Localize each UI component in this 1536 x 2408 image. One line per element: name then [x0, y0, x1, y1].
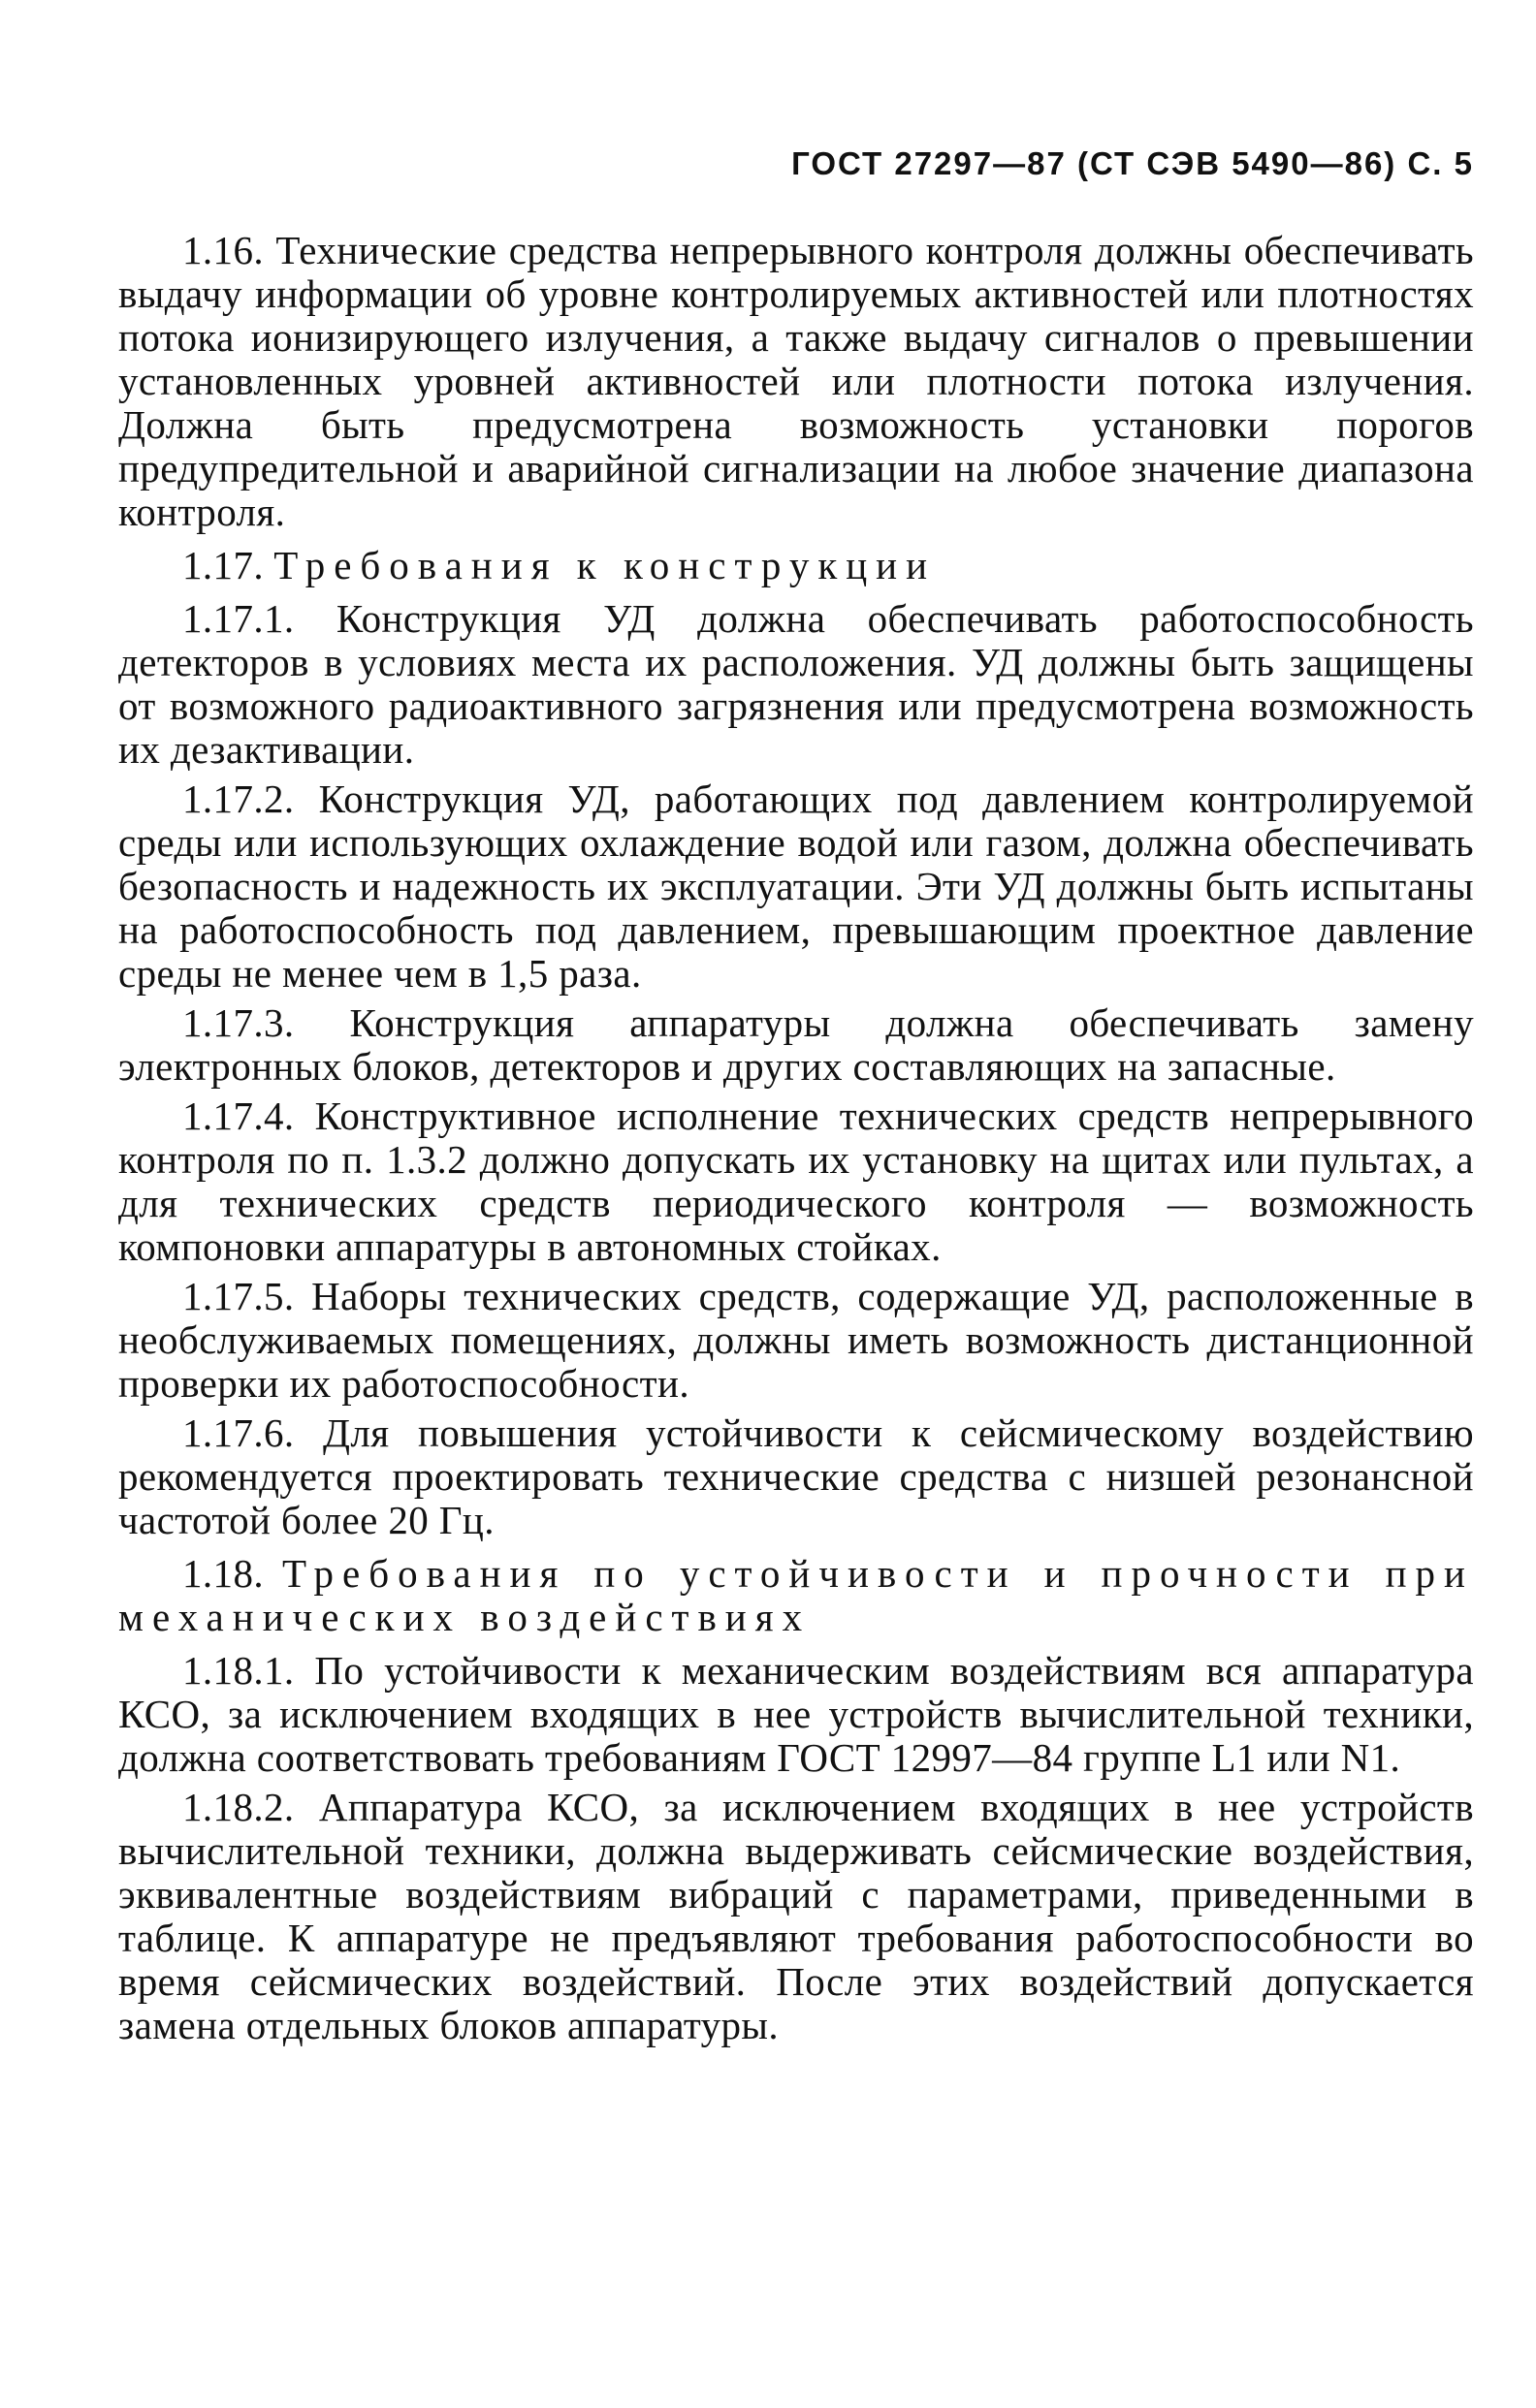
paragraph-1-17-2: 1.17.2. Конструкция УД, работающих под давлением контролируемой среды или использующих охлаждение водой или газом, должна обеспечивать безопасность и надежность их эксплуатации. Эти УД должны быть испытаны на работоспособность под давлением, превышающим проектное давление среды не менее чем в 1,5 раза.: [118, 776, 1474, 996]
paragraph-1-17-3: 1.17.3. Конструкция аппаратуры должна обеспечивать замену электронных блоков, детекторов и других составляющих на запасные.: [118, 1000, 1474, 1089]
paragraph-1-17-5: 1.17.5. Наборы технических средств, содержащие УД, расположенные в необслуживаемых помещениях, должны иметь возможность дистанционной проверки их работоспособности.: [118, 1274, 1474, 1406]
running-header: ГОСТ 27297—87 (СТ СЭВ 5490—86) С. 5: [791, 145, 1474, 181]
paragraph-1-17-6: 1.17.6. Для повышения устойчивости к сейсмическому воздействию рекомендуется проектировать технические средства с низшей резонансной частотой более 20 Гц.: [118, 1410, 1474, 1542]
section-number: 1.17.: [182, 543, 264, 587]
paragraph-1-18-2: 1.18.2. Аппаратура КСО, за исключением входящих в нее устройств вычислительной техники, должна выдерживать сейсмические воздействия, эквивалентные воздействиям вибраций с параметрами, приведенными в таблице. К аппаратуре не предъявляют требования работоспособности во время сейсмических воздействий. После этих воздействий допускается замена отдельных блоков аппаратуры.: [118, 1785, 1474, 2047]
document-page: [118, 145, 1474, 2053]
section-heading-1-18: [118, 1552, 1474, 1639]
paragraph-1-16: 1.16. Технические средства непрерывного контроля должны обеспечивать выдачу информации об уровне контролируемых активностей или плотностях потока ионизирующего излучения, а также выдачу сигналов о превышении установленных уровней активностей или плотности потока излучения. Должна быть предусмотрена возможность установки порогов предупредительной и аварийной сигнализации на любое значение диапазона контроля.: [118, 228, 1474, 534]
paragraph-1-18-1: 1.18.1. По устойчивости к механическим воздействиям вся аппаратура КСО, за исключением входящих в нее устройств вычислительной техники, должна соответствовать требованиям ГОСТ 12997—84 группе L1 или N1.: [118, 1648, 1474, 1780]
section-title: Требования по устойчивости и прочности при механических воздействиях: [118, 1551, 1474, 1639]
paragraph-1-17-4: 1.17.4. Конструктивное исполнение технических средств непрерывного контроля по п. 1.3.2 должно допускать их установку на щитах или пультах, а для технических средств периодического контроля — возможность компоновки аппаратуры в автономных стойках.: [118, 1093, 1474, 1269]
paragraph-1-17-1: 1.17.1. Конструкция УД должна обеспечивать работоспособность детекторов в условиях места их расположения. УД должны быть защищены от возможного радиоактивного загрязнения или предусмотрена возможность их дезактивации.: [118, 596, 1474, 772]
section-title: Требования к конструкции: [273, 543, 937, 587]
section-heading-1-17: [118, 544, 1474, 587]
section-number: 1.18.: [182, 1551, 264, 1596]
